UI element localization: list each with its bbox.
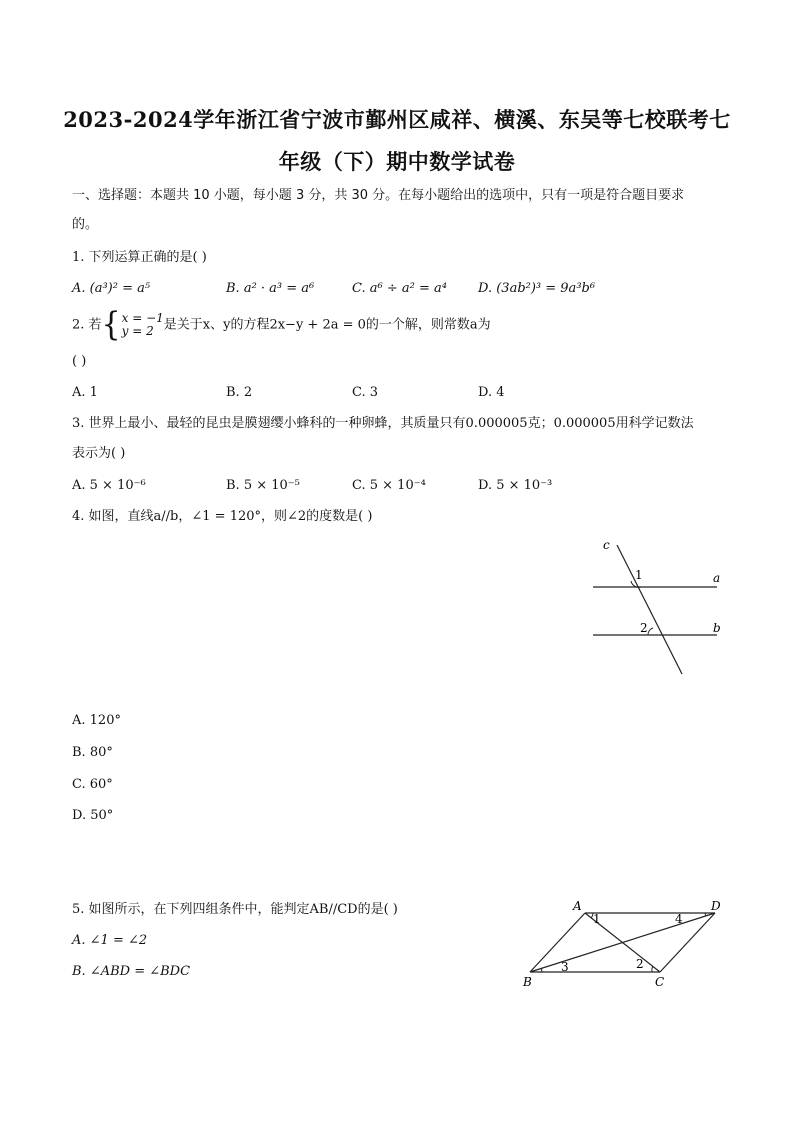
question-3-option-a: A. 5 × 10⁻⁶ xyxy=(72,478,146,493)
question-3-option-b: B. 5 × 10⁻⁵ xyxy=(226,478,300,493)
angle-2-arc xyxy=(652,966,653,972)
question-5-option-a: A. ∠1 = ∠2 xyxy=(72,933,148,948)
question-5-stem: 5. 如图所示，在下列四组条件中，能判定AB//CD的是( ) xyxy=(72,902,398,917)
question-5-figure xyxy=(515,895,730,995)
label-a: a xyxy=(713,571,721,585)
question-4-figure xyxy=(585,535,730,680)
question-3-option-c: C. 5 × 10⁻⁴ xyxy=(352,478,426,493)
question-2-option-d: D. 4 xyxy=(478,385,505,400)
label-2: 2 xyxy=(636,957,644,971)
question-4-option-d: D. 50° xyxy=(72,808,114,823)
question-2-system-line-2: y = 2 xyxy=(121,324,154,338)
question-4-option-a: A. 120° xyxy=(72,713,121,728)
label-angle-1: 1 xyxy=(635,568,643,582)
label-C: C xyxy=(655,975,665,989)
label-c: c xyxy=(603,538,610,552)
question-4-option-b: B. 80° xyxy=(72,745,113,760)
question-3-line-1: 3. 世界上最小、最轻的昆虫是膜翅缨小蜂科的一种卵蜂，其质量只有0.000005克；0.000005用科学记数法 xyxy=(72,416,694,431)
question-5-option-b: B. ∠ABD = ∠BDC xyxy=(72,964,191,979)
label-A: A xyxy=(573,899,582,913)
brace-icon: { xyxy=(101,305,121,344)
question-1-option-d: D. (3ab²)³ = 9a³b⁶ xyxy=(478,281,596,296)
question-3-line-2: 表示为( ) xyxy=(72,446,126,461)
label-3: 3 xyxy=(561,960,569,974)
label-4: 4 xyxy=(675,912,683,926)
question-4-option-c: C. 60° xyxy=(72,777,113,792)
label-b: b xyxy=(713,621,721,635)
section-heading-line-1: 一、选择题：本题共 10 小题，每小题 3 分，共 30 分。在每小题给出的选项中，只有一项是符合题目要求 xyxy=(72,188,685,203)
exam-title-line-1: 2023-2024学年浙江省宁波市鄞州区咸祥、横溪、东吴等七校联考七 xyxy=(63,107,731,132)
question-2-paren: ( ) xyxy=(72,354,87,369)
question-4-stem: 4. 如图，直线a//b，∠1 = 120°，则∠2的度数是( ) xyxy=(72,509,373,524)
line-c xyxy=(617,545,682,674)
question-2-option-b: B. 2 xyxy=(226,385,253,400)
label-B: B xyxy=(523,975,532,989)
question-1-option-c: C. a⁶ ÷ a² = a⁴ xyxy=(352,281,447,296)
question-3-option-d: D. 5 × 10⁻³ xyxy=(478,478,553,493)
exam-title-line-2: 年级（下）期中数学试卷 xyxy=(278,149,516,174)
question-1-option-b: B. a² · a³ = a⁶ xyxy=(226,281,315,296)
label-1: 1 xyxy=(593,912,601,926)
question-2-option-c: C. 3 xyxy=(352,385,379,400)
question-2-suffix: 是关于x、y的方程2x−y + 2a = 0的一个解，则常数a为 xyxy=(163,317,491,333)
question-2-option-a: A. 1 xyxy=(72,385,98,400)
question-1-option-a: A. (a³)² = a⁵ xyxy=(72,281,151,296)
angle-2-arc xyxy=(648,628,653,635)
question-2-prefix: 2. 若 xyxy=(72,317,102,333)
question-1-stem: 1. 下列运算正确的是( ) xyxy=(72,250,207,265)
question-2-system-line-1: x = −1 xyxy=(121,311,164,325)
label-D: D xyxy=(711,899,721,913)
section-heading-line-2: 的。 xyxy=(72,217,99,232)
label-angle-2: 2 xyxy=(640,621,648,635)
question-2-stem xyxy=(72,305,491,344)
